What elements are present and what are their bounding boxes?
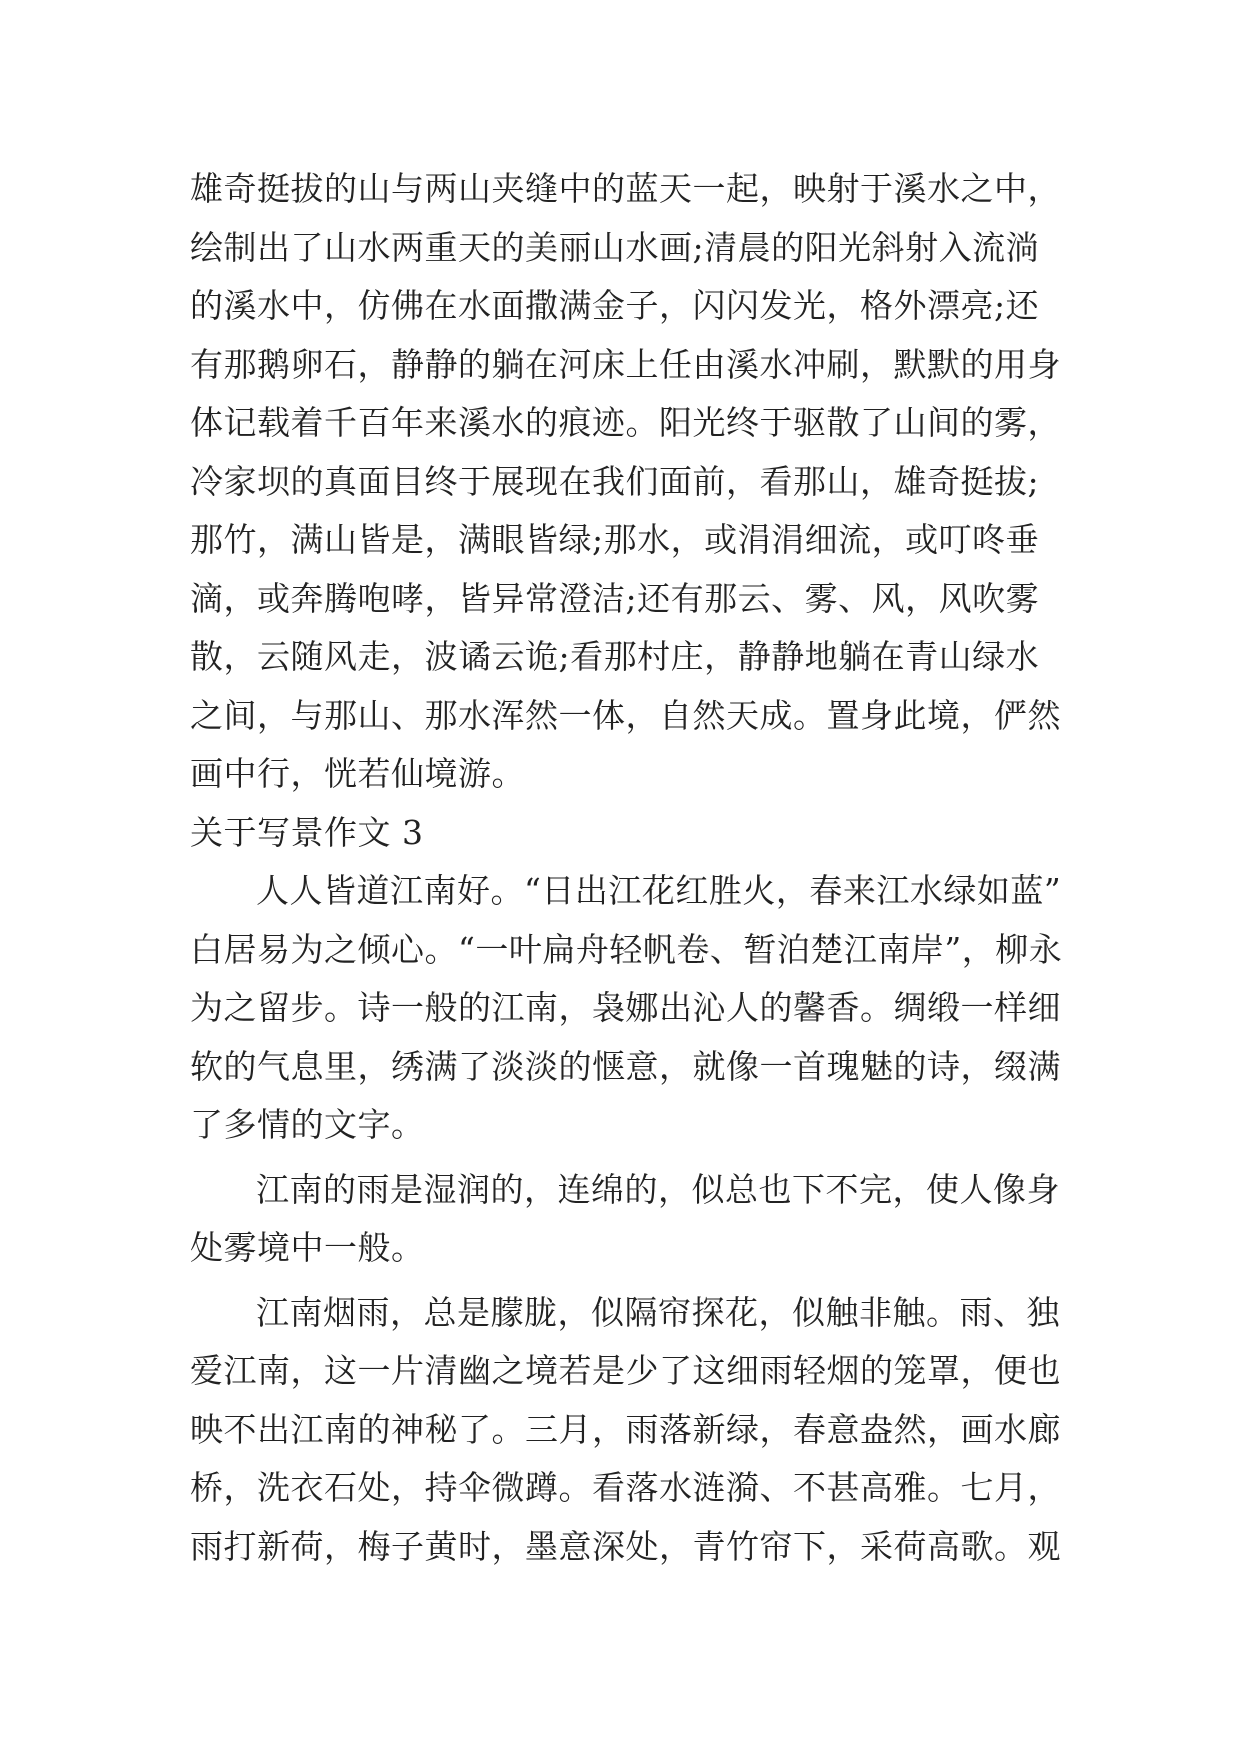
text-line: 映不出江南的神秘了。三月，雨落新绿，春意盎然，画水廊 xyxy=(190,1409,1061,1449)
text-line: 了多情的文字。 xyxy=(190,1105,425,1144)
continued-paragraph xyxy=(190,160,1070,804)
text-line: 人人皆道江南好。“日出江花红胜火，春来江水绿如蓝” xyxy=(256,871,1062,910)
text-line: 雄奇挺拔的山与两山夹缝中的蓝天一起，映射于溪水之中， xyxy=(190,169,1061,208)
text-line: 那竹，满山皆是，满眼皆绿;那水，或涓涓细流，或叮咚垂 xyxy=(190,520,1040,559)
text-line: 江南烟雨，总是朦胧，似隔帘探花，似触非触。雨、独 xyxy=(256,1292,1060,1332)
text-line: 为之留步。诗一般的江南，袅娜出沁人的馨香。绸缎一样细 xyxy=(190,988,1061,1027)
text-line: 爱江南，这一片清幽之境若是少了这细雨轻烟的笼罩，便也 xyxy=(190,1351,1061,1390)
text-line: 江南的雨是湿润的，连绵的，似总也下不完，使人像身 xyxy=(256,1169,1060,1209)
text-line: 之间，与那山、那水浑然一体，自然天成。置身此境，俨然 xyxy=(190,695,1061,735)
paragraph-3 xyxy=(190,1284,1070,1577)
text-line: 桥，洗衣石处，持伞微蹲。看落水涟漪、不甚高雅。七月， xyxy=(190,1468,1061,1507)
paragraph-2 xyxy=(190,1161,1070,1278)
text-line: 绘制出了山水两重天的美丽山水画;清晨的阳光斜射入流淌 xyxy=(190,227,1040,267)
section-title: 关于写景作文 3 xyxy=(190,812,424,852)
text-line: 雨打新荷，梅子黄时，墨意深处，青竹帘下，采荷高歌。观 xyxy=(190,1526,1061,1566)
text-line: 软的气息里，绣满了淡淡的惬意，就像一首瑰魅的诗，缀满 xyxy=(190,1046,1061,1086)
text-line: 有那鹅卵石，静静的躺在河床上任由溪水冲刷，默默的用身 xyxy=(190,344,1061,384)
text-line: 白居易为之倾心。“一叶扁舟轻帆卷、暂泊楚江南岸”，柳永 xyxy=(190,929,1063,969)
text-line: 画中行，恍若仙境游。 xyxy=(190,754,525,793)
text-line: 的溪水中，仿佛在水面撒满金子，闪闪发光，格外漂亮;还 xyxy=(190,286,1040,325)
text-line: 滴，或奔腾咆哮，皆异常澄洁;还有那云、雾、风，风吹雾 xyxy=(190,578,1040,618)
text-line: 处雾境中一般。 xyxy=(190,1228,425,1267)
document-body xyxy=(190,160,1070,1576)
text-line: 冷家坝的真面目终于展现在我们面前，看那山，雄奇挺拔; xyxy=(190,461,1040,501)
paragraph-1 xyxy=(190,862,1070,1155)
text-line: 体记载着千百年来溪水的痕迹。阳光终于驱散了山间的雾， xyxy=(190,403,1061,442)
text-line: 散，云随风走，波谲云诡;看那村庄，静静地躺在青山绿水 xyxy=(190,637,1040,676)
